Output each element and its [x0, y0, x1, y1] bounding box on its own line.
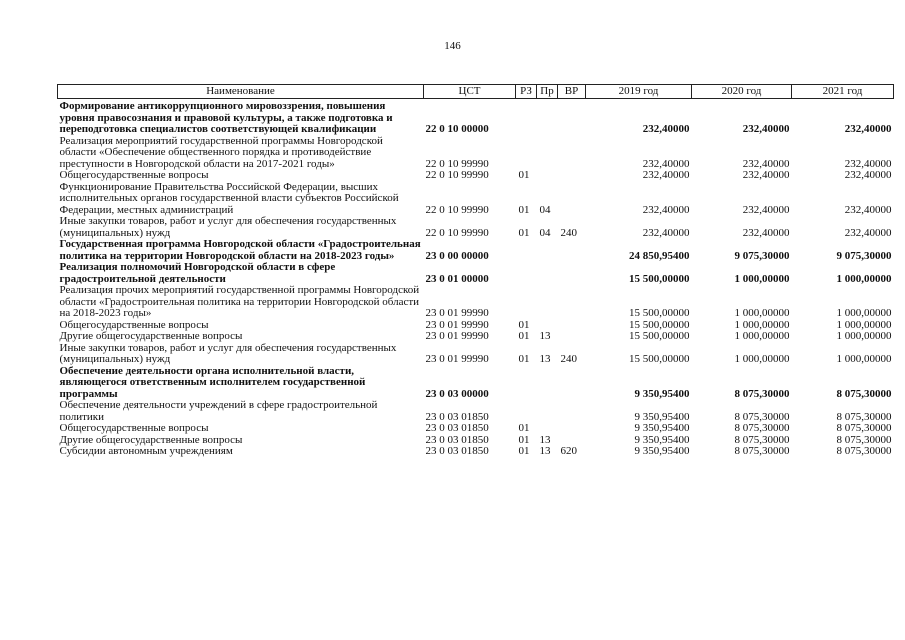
table-row [58, 446, 894, 458]
row-2021: 1 000,00000 [836, 319, 892, 331]
row-cst: 22 0 10 99990 [425, 226, 489, 239]
row-name: Другие общегосударственные вопросы [59, 331, 243, 342]
row-vr [558, 423, 586, 435]
row-vr [558, 99, 586, 136]
row-2021: 232,40000 [844, 157, 892, 170]
row-cst: 23 0 01 99990 [425, 331, 489, 342]
row-rz [516, 400, 537, 423]
row-pr [537, 262, 558, 285]
row-cst: 23 0 03 01850 [425, 434, 489, 446]
row-2019: 15 500,00000 [629, 331, 690, 342]
header-cst: ЦСТ [424, 85, 516, 99]
row-cst: 23 0 01 99990 [425, 319, 489, 331]
row-vr [558, 400, 586, 423]
row-name: Иные закупки товаров, работ и услуг для обеспечения государственных (муниципальных) нужд [59, 342, 397, 365]
table-row [58, 331, 894, 343]
row-2019: 15 500,00000 [629, 307, 690, 319]
row-name: Другие общегосударственные вопросы [59, 434, 243, 446]
row-cst: 23 0 01 00000 [425, 272, 489, 285]
header-vr: ВР [558, 85, 586, 99]
row-2019: 9 350,95400 [634, 434, 690, 446]
row-rz: 01 [518, 226, 530, 239]
row-pr: 04 [539, 203, 551, 216]
row-name: Реализация полномочий Новгородской области в сфере градостроительной деятельности [59, 262, 336, 285]
table-body [58, 99, 894, 458]
row-name: Общегосударственные вопросы [59, 423, 209, 434]
row-2019: 232,40000 [642, 123, 690, 135]
row-vr [558, 262, 586, 285]
header-row [58, 85, 894, 99]
row-2020: 8 075,30000 [734, 446, 790, 457]
row-2020: 1 000,00000 [734, 353, 790, 365]
table-row [58, 366, 894, 401]
row-pr: 13 [539, 353, 551, 365]
row-cst: 23 0 03 01850 [425, 423, 489, 434]
header-rz: РЗ [516, 85, 537, 99]
row-rz: 01 [518, 331, 530, 342]
row-vr [558, 320, 586, 332]
row-rz: 01 [518, 446, 530, 457]
row-pr: 13 [539, 331, 551, 342]
row-2020: 232,40000 [742, 203, 790, 216]
row-2021: 9 075,30000 [836, 249, 892, 262]
row-cst: 23 0 03 01850 [425, 410, 489, 423]
row-2020: 8 075,30000 [734, 423, 790, 434]
table-row [58, 136, 894, 171]
row-2021: 8 075,30000 [836, 410, 892, 423]
row-name: Обеспечение деятельности учреждений в сфере градостроительной политики [59, 400, 378, 423]
row-rz [516, 366, 537, 401]
row-name: Субсидии автономным учреждениям [59, 446, 233, 457]
header-2020: 2020 год [692, 85, 792, 99]
row-2020: 8 075,30000 [734, 434, 790, 446]
row-2021: 1 000,00000 [836, 307, 892, 319]
row-2019: 15 500,00000 [629, 272, 690, 285]
row-cst: 22 0 10 00000 [425, 123, 489, 135]
row-cst: 23 0 01 99990 [425, 353, 489, 365]
table-row [58, 182, 894, 217]
row-vr [558, 136, 586, 171]
row-2021: 8 075,30000 [836, 434, 892, 446]
row-2020: 232,40000 [742, 123, 790, 135]
row-cst: 23 0 01 99990 [425, 307, 489, 319]
row-2021: 232,40000 [844, 226, 892, 239]
table-row [58, 99, 894, 136]
row-2021: 8 075,30000 [836, 446, 892, 457]
row-vr: 240 [560, 226, 577, 239]
row-2019: 232,40000 [642, 170, 690, 181]
row-2019: 15 500,00000 [629, 353, 690, 365]
row-name: Иные закупки товаров, работ и услуг для обеспечения государственных (муниципальных) нужд [59, 216, 397, 239]
row-2021: 1 000,00000 [836, 272, 892, 285]
page-number: 146 [444, 40, 461, 52]
budget-table [57, 84, 894, 458]
table-row [58, 343, 894, 366]
row-rz [516, 99, 537, 136]
row-2019: 24 850,95400 [629, 249, 690, 262]
row-2019: 232,40000 [642, 203, 690, 216]
row-2020: 1 000,00000 [734, 272, 790, 285]
row-2019: 15 500,00000 [629, 319, 690, 331]
row-2021: 232,40000 [844, 203, 892, 216]
table-row [58, 285, 894, 320]
row-2021: 1 000,00000 [836, 353, 892, 365]
row-pr [537, 285, 558, 320]
row-2021: 1 000,00000 [836, 331, 892, 342]
row-pr: 13 [539, 446, 551, 457]
row-cst: 22 0 10 99990 [425, 157, 489, 170]
row-vr [558, 170, 586, 182]
row-2021: 8 075,30000 [836, 423, 892, 434]
row-2019: 232,40000 [642, 157, 690, 170]
row-vr [558, 331, 586, 343]
row-name: Функционирование Правительства Российской Федерации, высших исполнительных органов государственной власти субъектов Российской Федерации, местных администраций [59, 181, 399, 216]
row-2021: 232,40000 [844, 170, 892, 181]
header-name: Наименование [58, 85, 424, 99]
row-pr [537, 239, 558, 262]
row-2020: 1 000,00000 [734, 331, 790, 342]
row-cst: 23 0 03 00000 [425, 387, 489, 400]
row-vr [558, 285, 586, 320]
row-2019: 9 350,95400 [634, 387, 690, 400]
table-row [58, 423, 894, 435]
row-vr [558, 366, 586, 401]
row-2020: 8 075,30000 [734, 410, 790, 423]
row-rz [516, 285, 537, 320]
header-pr: Пр [537, 85, 558, 99]
row-vr [558, 239, 586, 262]
row-2019: 9 350,95400 [634, 410, 690, 423]
row-2019: 9 350,95400 [634, 446, 690, 457]
row-name: Государственная программа Новгородской области «Градостроительная политика на территории Новгородской области на 2018-2023 годы» [59, 239, 421, 262]
row-2020: 232,40000 [742, 170, 790, 181]
table-row [58, 262, 894, 285]
row-pr: 13 [539, 434, 551, 446]
row-name: Формирование антикоррупционного мировоззрения, повышения уровня правосознания и правовой культуры, а также подготовка и переподготовка специалистов соответствующей квалификации [59, 100, 393, 135]
row-cst: 22 0 10 99990 [425, 170, 489, 181]
row-cst: 22 0 10 99990 [425, 203, 489, 216]
row-pr [537, 320, 558, 332]
row-2020: 1 000,00000 [734, 307, 790, 319]
row-pr [537, 400, 558, 423]
row-pr [537, 99, 558, 136]
row-vr [558, 182, 586, 217]
row-rz: 01 [518, 203, 530, 216]
row-rz [516, 262, 537, 285]
header-2019: 2019 год [586, 85, 692, 99]
row-name: Реализация прочих мероприятий государственной программы Новгородской области «Градостроительная политика на территории Новгородской области на 2018-2023 годы» [59, 285, 420, 319]
row-name: Реализация мероприятий государственной программы Новгородской области «Обеспечение общественного порядка и противодействие преступности в Новгородской области на 2017-2021 годы» [59, 135, 383, 170]
row-name: Общегосударственные вопросы [59, 170, 209, 181]
row-cst: 23 0 00 00000 [425, 249, 489, 262]
row-2020: 232,40000 [742, 157, 790, 170]
table-row [58, 400, 894, 423]
row-2020: 1 000,00000 [734, 319, 790, 331]
row-name: Общегосударственные вопросы [59, 319, 209, 331]
header-2021: 2021 год [792, 85, 894, 99]
row-vr [558, 435, 586, 447]
row-rz [516, 136, 537, 171]
row-2020: 9 075,30000 [734, 249, 790, 262]
row-pr [537, 136, 558, 171]
row-name: Обеспечение деятельности органа исполнительной власти, являющегося ответственным исполнителем государственной программы [59, 365, 366, 400]
row-rz: 01 [518, 319, 530, 331]
row-2019: 9 350,95400 [634, 423, 690, 434]
row-2020: 8 075,30000 [734, 387, 790, 400]
table-row [58, 320, 894, 332]
table-header [58, 85, 894, 99]
row-2020: 232,40000 [742, 226, 790, 239]
row-vr: 240 [560, 353, 577, 365]
row-rz [516, 239, 537, 262]
row-2021: 8 075,30000 [836, 387, 892, 400]
row-pr [537, 423, 558, 435]
table-row [58, 239, 894, 262]
row-pr [537, 170, 558, 182]
row-rz: 01 [518, 353, 530, 365]
row-pr: 04 [539, 226, 551, 239]
row-vr: 620 [560, 446, 577, 457]
row-cst: 23 0 03 01850 [425, 446, 489, 457]
row-rz: 01 [518, 434, 530, 446]
row-2019: 232,40000 [642, 226, 690, 239]
table-row [58, 216, 894, 239]
row-2021: 232,40000 [844, 123, 892, 135]
row-pr [537, 366, 558, 401]
table-row [58, 170, 894, 182]
row-rz: 01 [518, 170, 530, 181]
row-rz: 01 [518, 423, 530, 434]
table-row [58, 435, 894, 447]
